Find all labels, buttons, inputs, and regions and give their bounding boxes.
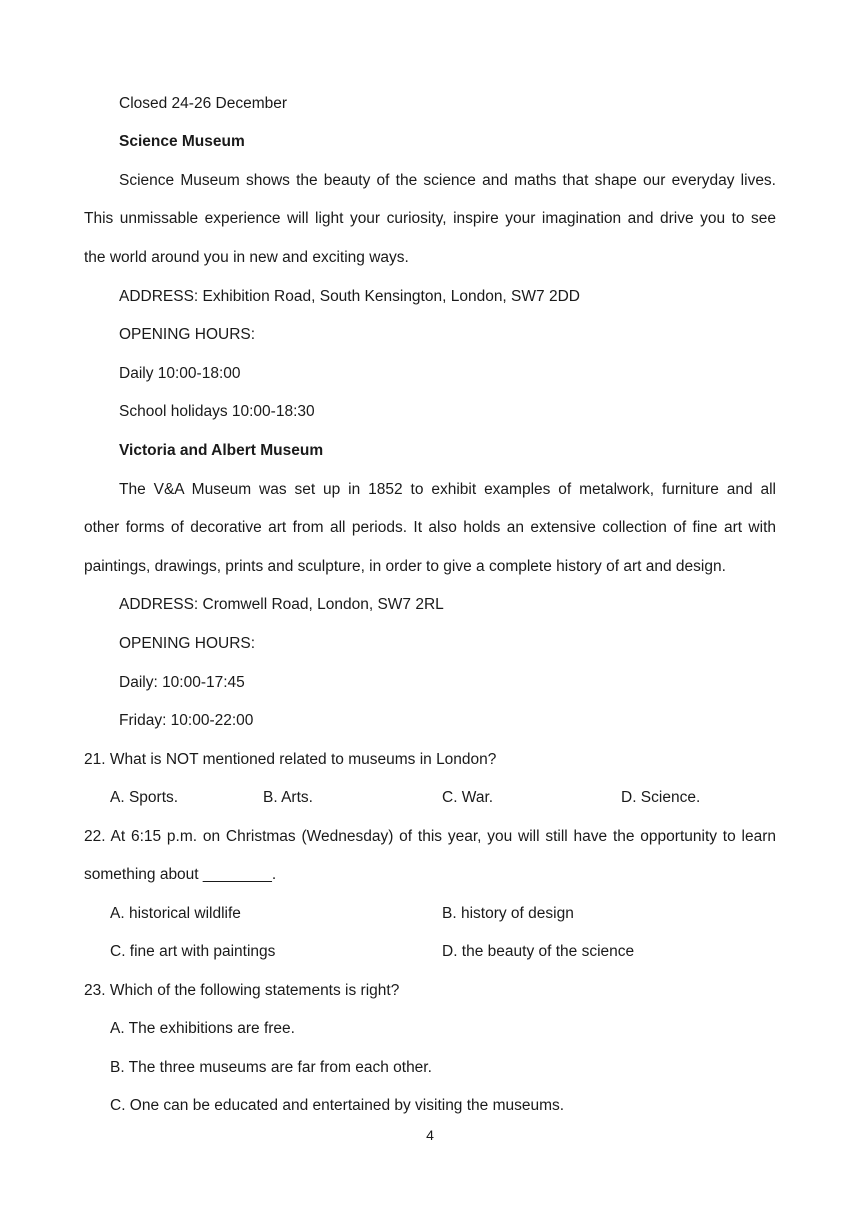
va-museum-paragraph-line-2: other forms of decorative art from all periods. It also holds an extensive collection of fine art with: [84, 519, 776, 536]
va-museum-heading: Victoria and Albert Museum: [119, 442, 324, 459]
science-museum-hours-daily: Daily 10:00-18:00: [119, 365, 241, 382]
science-museum-address: ADDRESS: Exhibition Road, South Kensington, London, SW7 2DD: [119, 288, 580, 305]
science-museum-paragraph-line-1: Science Museum shows the beauty of the science and maths that shape our everyday lives.: [119, 172, 776, 189]
question-22-stem-line-1: 22. At 6:15 p.m. on Christmas (Wednesday) of this year, you will still have the opportunity to learn: [84, 828, 776, 845]
science-museum-paragraph-line-2: This unmissable experience will light your curiosity, inspire your imagination and drive you to see: [84, 210, 776, 227]
question-22-option-d: D. the beauty of the science: [442, 943, 635, 960]
question-23-option-c: C. One can be educated and entertained by visiting the museums.: [110, 1097, 565, 1114]
question-23-stem: 23. Which of the following statements is right?: [84, 982, 400, 999]
question-21-option-d: D. Science.: [621, 789, 701, 806]
question-21-option-a: A. Sports.: [110, 789, 179, 806]
question-22-option-b: B. history of design: [442, 905, 574, 922]
question-21-stem: 21. What is NOT mentioned related to museums in London?: [84, 751, 497, 768]
va-museum-hours-label: OPENING HOURS:: [119, 635, 256, 652]
question-23-option-b: B. The three museums are far from each other.: [110, 1059, 432, 1076]
closed-note: Closed 24-26 December: [119, 95, 288, 112]
va-museum-hours-friday: Friday: 10:00-22:00: [119, 712, 254, 729]
page-number: 4: [426, 1127, 434, 1143]
question-22-stem-line-2: something about ________.: [84, 866, 277, 883]
question-22-option-c: C. fine art with paintings: [110, 943, 276, 960]
science-museum-hours-holidays: School holidays 10:00-18:30: [119, 403, 315, 420]
science-museum-heading: Science Museum: [119, 133, 245, 150]
question-23-option-a: A. The exhibitions are free.: [110, 1020, 295, 1037]
va-museum-address: ADDRESS: Cromwell Road, London, SW7 2RL: [119, 596, 444, 613]
question-21-option-c: C. War.: [442, 789, 494, 806]
question-22-option-a: A. historical wildlife: [110, 905, 241, 922]
va-museum-paragraph-line-3: paintings, drawings, prints and sculpture, in order to give a complete history of art and design.: [84, 558, 726, 575]
va-museum-paragraph-line-1: The V&A Museum was set up in 1852 to exhibit examples of metalwork, furniture and all: [119, 481, 776, 498]
va-museum-hours-daily: Daily: 10:00-17:45: [119, 674, 245, 691]
science-museum-paragraph-line-3: the world around you in new and exciting ways.: [84, 249, 409, 266]
science-museum-hours-label: OPENING HOURS:: [119, 326, 256, 343]
question-21-option-b: B. Arts.: [263, 789, 313, 806]
